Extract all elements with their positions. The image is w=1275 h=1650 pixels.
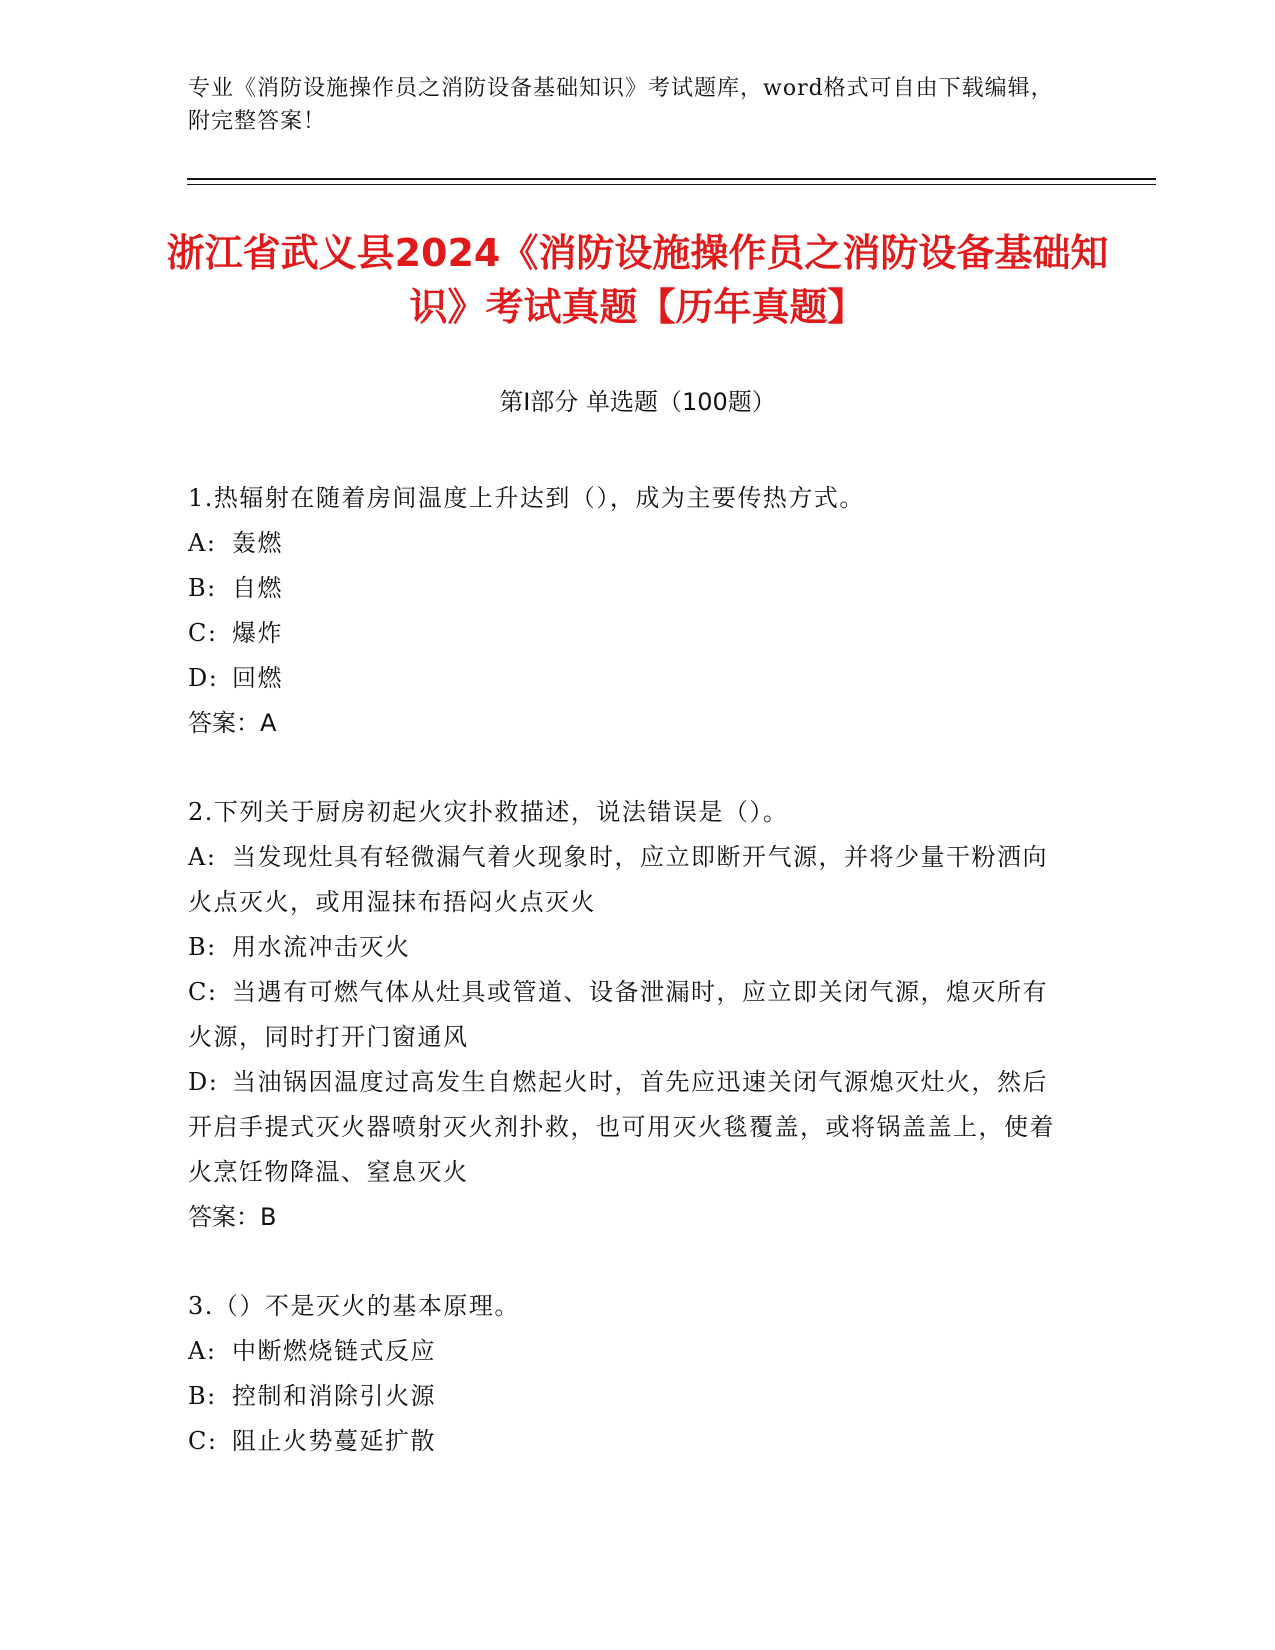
option-b — [188, 925, 1068, 970]
question-1 — [188, 476, 1068, 746]
option-text: 中断燃烧链式反应 — [232, 1337, 436, 1365]
answer — [188, 701, 1068, 746]
option-label: D: — [188, 664, 219, 692]
answer-value: A — [260, 709, 277, 737]
option-label: B: — [188, 933, 217, 961]
option-text: 用水流冲击灭火 — [232, 933, 411, 961]
option-label: C: — [188, 619, 218, 647]
answer-prefix: 答案： — [188, 709, 260, 737]
option-label: A: — [188, 1337, 217, 1365]
option-text: 当油锅因温度过高发生自燃起火时，首先应迅速关闭气源熄灭灶火，然后开启手提式灭火器喷射灭火剂扑救，也可用灭火毯覆盖，或将锅盖盖上，使着火烹饪物降温、窒息灭火 — [188, 1068, 1055, 1186]
answer — [188, 1195, 1068, 1240]
option-text: 轰燃 — [232, 529, 283, 557]
option-d — [188, 1060, 1068, 1195]
option-c — [188, 1419, 1068, 1464]
option-label: D: — [188, 1068, 219, 1096]
answer-prefix: 答案： — [188, 1203, 260, 1231]
question-list — [188, 476, 1068, 1508]
question-stem: 2.下列关于厨房初起火灾扑救描述，说法错误是（）。 — [188, 798, 789, 826]
option-text: 自燃 — [232, 574, 283, 602]
option-c — [188, 611, 1068, 656]
option-d — [188, 656, 1068, 701]
option-label: A: — [188, 529, 217, 557]
option-text: 阻止火势蔓延扩散 — [232, 1427, 436, 1455]
question-2 — [188, 790, 1068, 1240]
question-stem: 1.热辐射在随着房间温度上升达到（），成为主要传热方式。 — [188, 484, 865, 512]
question-stem: 3.（）不是灭火的基本原理。 — [188, 1292, 520, 1320]
option-label: B: — [188, 1382, 217, 1410]
option-text: 回燃 — [232, 664, 283, 692]
option-label: B: — [188, 574, 217, 602]
answer-value: B — [260, 1203, 277, 1231]
option-text: 爆炸 — [232, 619, 283, 647]
option-text: 控制和消除引火源 — [232, 1382, 436, 1410]
option-label: A: — [188, 843, 217, 871]
option-a — [188, 521, 1068, 566]
option-text: 当遇有可燃气体从灶具或管道、设备泄漏时，应立即关闭气源，熄灭所有火源，同时打开门窗通风 — [188, 978, 1048, 1051]
question-3 — [188, 1284, 1068, 1464]
option-b — [188, 566, 1068, 611]
header-note: 专业《消防设施操作员之消防设备基础知识》考试题库，word格式可自由下载编辑，附完整答案！ — [188, 76, 1054, 134]
section-title: 第Ⅰ部分 单选题（100题） — [499, 388, 776, 416]
header-rule-thick — [187, 178, 1156, 180]
document-title: 浙江省武义县2024《消防设施操作员之消防设备基础知识》考试真题【历年真题】 — [166, 231, 1109, 329]
option-text: 当发现灶具有轻微漏气着火现象时，应立即断开气源，并将少量干粉洒向火点灭火，或用湿抹布捂闷火点灭火 — [188, 843, 1048, 916]
option-label: C: — [188, 978, 218, 1006]
option-a — [188, 835, 1068, 925]
option-c — [188, 970, 1068, 1060]
option-label: C: — [188, 1427, 218, 1455]
option-b — [188, 1374, 1068, 1419]
option-a — [188, 1329, 1068, 1374]
header-rule-thin — [187, 184, 1156, 185]
